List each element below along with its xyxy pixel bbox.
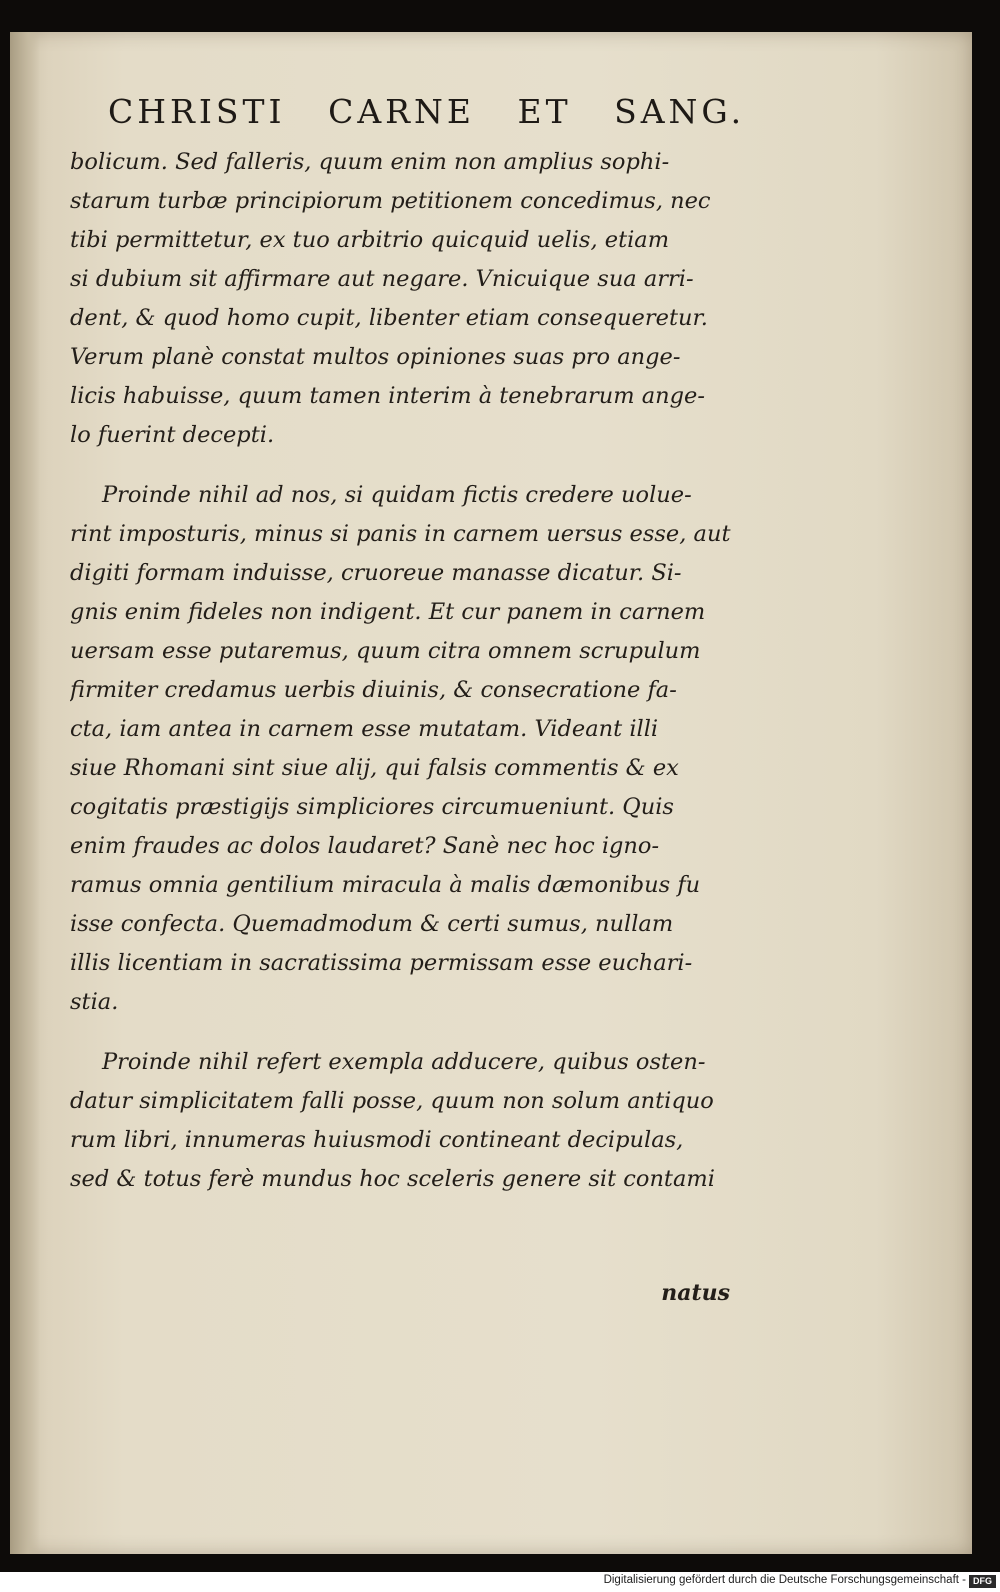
text-line: licis habuisse, quum tamen interim à tenebrarum ange- <box>70 383 705 409</box>
running-header <box>108 92 773 131</box>
text-line: Proinde nihil ad nos, si quidam fictis credere uolue- <box>102 482 692 508</box>
text-line: firmiter credamus uerbis diuinis, & consecratione fa- <box>70 677 677 703</box>
text-line: bolicum. Sed falleris, quum enim non amplius sophi- <box>70 149 670 175</box>
dfg-logo-icon[interactable]: DFG <box>969 1575 996 1588</box>
text-line: rum libri, innumeras huiusmodi contineant decipulas, <box>70 1127 684 1153</box>
header-word: ET <box>517 92 572 131</box>
text-line: dent, & quod homo cupit, libenter etiam consequeretur. <box>70 305 708 331</box>
paragraph-2 <box>70 476 732 1022</box>
text-line: illis licentiam in sacratissima permissam esse euchari- <box>70 950 693 976</box>
text-line: isse confecta. Quemadmodum & certi sumus, nullam <box>70 911 674 937</box>
header-word: CHRISTI <box>108 92 286 131</box>
text-line: uersam esse putaremus, quum citra omnem scrupulum <box>70 638 701 664</box>
text-line: lo fuerint decepti. <box>70 422 275 448</box>
header-word: SANG. <box>614 92 746 131</box>
text-line: stia. <box>70 989 119 1015</box>
footer-bar <box>0 1572 1000 1592</box>
text-line: digiti formam induisse, cruoreue manasse dicatur. Si- <box>70 560 682 586</box>
text-line: Verum planè constat multos opiniones suas pro ange- <box>70 344 681 370</box>
text-line: Proinde nihil refert exempla adducere, quibus osten- <box>102 1049 706 1075</box>
text-line: ramus omnia gentilium miracula à malis dæmonibus fu <box>70 872 701 898</box>
catchword: natus <box>661 1280 730 1306</box>
text-line: sed & totus ferè mundus hoc sceleris genere sit contami <box>70 1166 715 1192</box>
text-line: tibi permittetur, ex tuo arbitrio quicquid uelis, etiam <box>70 227 670 253</box>
paragraph-3 <box>70 1043 732 1199</box>
header-word: CARNE <box>328 92 475 131</box>
text-line: starum turbæ principiorum petitionem concedimus, nec <box>70 188 711 214</box>
text-line: gnis enim fideles non indigent. Et cur panem in carnem <box>70 599 706 625</box>
text-line: enim fraudes ac dolos laudaret? Sanè nec hoc igno- <box>70 833 660 859</box>
text-line: cogitatis præstigijs simpliciores circumueniunt. Quis <box>70 794 674 820</box>
text-line: siue Rhomani sint siue alij, qui falsis commentis & ex <box>70 755 679 781</box>
funding-credit: Digitalisierung gefördert durch die Deutsche Forschungsgemeinschaft - <box>603 1574 966 1586</box>
text-line: si dubium sit affirmare aut negare. Vnicuique sua arri- <box>70 266 694 292</box>
text-line: rint imposturis, minus si panis in carnem uersus esse, aut <box>70 521 731 547</box>
paragraph-1 <box>70 143 732 455</box>
page-gutter <box>10 32 40 1554</box>
body-text <box>70 143 732 1199</box>
text-line: datur simplicitatem falli posse, quum non solum antiquo <box>70 1088 714 1114</box>
text-line: cta, iam antea in carnem esse mutatam. Videant illi <box>70 716 659 742</box>
